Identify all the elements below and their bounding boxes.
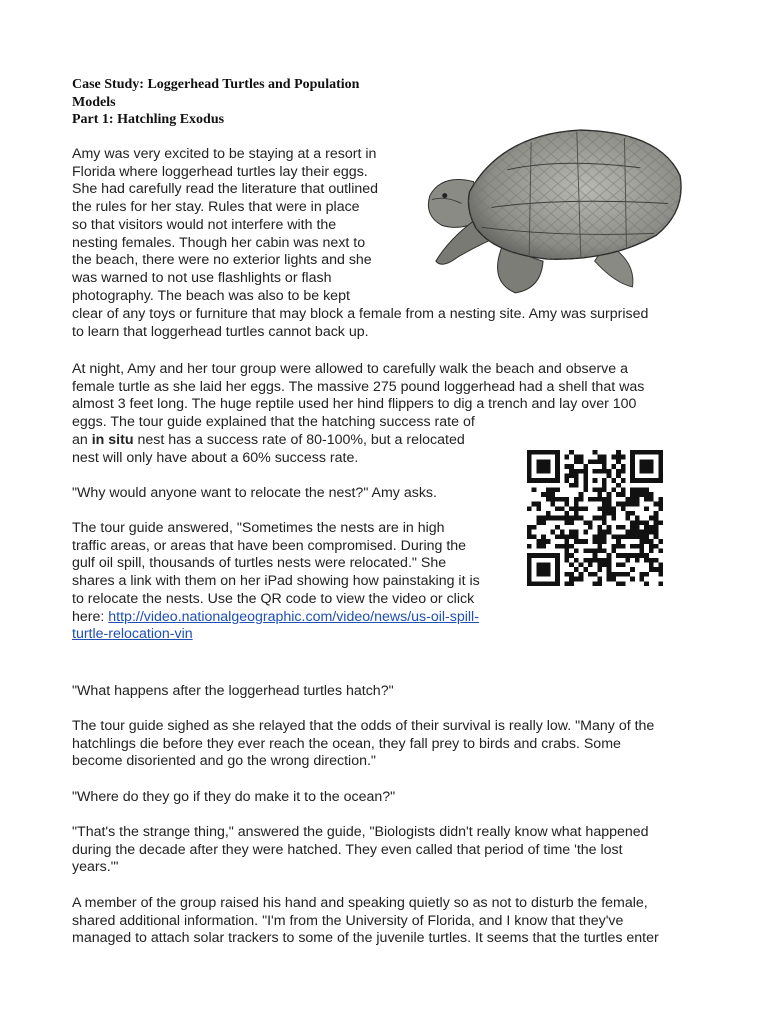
text-line: At night, Amy and her tour group were allowed to carefully walk the beach and observe a [72,361,628,377]
text-line: "Why would anyone want to relocate the nest?" Amy asks. [72,485,437,501]
text-line: shares a link with them on her iPad showing how painstaking it is [72,573,480,590]
heading-line-2: Models [72,94,116,110]
text-span: nest has a success rate of 80-100%, but a relocated [133,431,465,448]
paragraph-9 [72,895,702,948]
text-line: The tour guide answered, "Sometimes the nests are in high [72,520,445,536]
text-line: years.'" [72,859,119,876]
text-line: eggs. The tour guide explained that the hatching success rate of [72,414,475,431]
heading-line-3: Part 1: Hatchling Exodus [72,112,225,127]
text-line: Florida where loggerhead turtles lay their eggs. [72,163,368,180]
text-line: traffic areas, or areas that have been compromised. During the [72,537,467,554]
text-line: the beach, there were no exterior lights and she [72,252,372,269]
video-link[interactable]: http://video.nationalgeographic.com/video/news/us-oil-spill- [108,608,479,625]
text-line: almost 3 feet long. The huge reptile used her hind flippers to dig a trench and lay over 100 [72,396,637,413]
heading-line-1: Case Study: Loggerhead Turtles and Population [72,77,360,92]
text-line: to relocate the nests. Use the QR code to view the video or click [72,590,475,607]
text-line: to learn that loggerhead turtles cannot back up. [72,323,369,340]
paragraph-7 [72,789,702,807]
text-line: photography. The beach was also to be kept [72,287,350,304]
paragraph-1-narrow [72,146,402,305]
text-line: "Where do they go if they do make it to the ocean?" [72,789,396,805]
paragraph-1-wide [72,306,702,341]
text-span: an [72,431,92,448]
text-line [72,432,702,450]
paragraph-4 [72,520,512,644]
text-line: nesting females. Though her cabin was next to [72,234,366,251]
text-line: female turtle as she laid her eggs. The massive 275 pound loggerhead had a shell that was [72,378,645,395]
text-line [72,626,512,644]
text-line: shared additional information. "I'm from the University of Florida, and I know that they've [72,912,624,929]
qr-code-image[interactable] [527,450,663,586]
text-line: so that visitors would not interfere with the [72,216,337,233]
text-line: She had carefully read the literature that outlined [72,181,379,198]
paragraph-3 [72,485,512,503]
text-line [72,609,512,627]
video-link-continued[interactable]: turtle-relocation-vin [72,626,193,643]
text-line: hatchlings die before they ever reach the ocean, they fall prey to birds and crabs. Some [72,735,621,752]
case-study-heading [72,76,402,129]
text-line: was warned to not use flashlights or flash [72,269,332,286]
text-line: A member of the group raised his hand and speaking quietly so as not to disturb the female, [72,895,648,911]
text-line: the rules for her stay. Rules that were in place [72,199,360,216]
text-line: Amy was very excited to be staying at a resort in [72,146,377,162]
text-span: here: [72,608,109,625]
in-situ-bold-term: in situ [91,431,134,448]
text-line: during the decade after they were hatched. They even called that period of time 'the lost [72,841,623,858]
text-line: The tour guide sighed as she relayed that the odds of their survival is really low. "Many of the [72,718,655,734]
paragraph-6 [72,718,702,771]
paragraph-8 [72,824,702,877]
text-line: "That's the strange thing," answered the guide, "Biologists didn't really know what happened [72,824,649,840]
text-line: gulf oil spill, thousands of turtles nests were relocated." She [72,555,447,572]
text-line: become disoriented and go the wrong direction." [72,753,376,770]
paragraph-5 [72,683,702,701]
text-line: "What happens after the loggerhead turtles hatch?" [72,683,394,699]
text-line: clear of any toys or furniture that may block a female from a nesting site. Amy was surprised [72,306,649,322]
loggerhead-turtle-image [412,112,690,297]
text-line: nest will only have about a 60% success rate. [72,449,359,466]
text-line: managed to attach solar trackers to some of the juvenile turtles. It seems that the turtles enter [72,930,659,947]
